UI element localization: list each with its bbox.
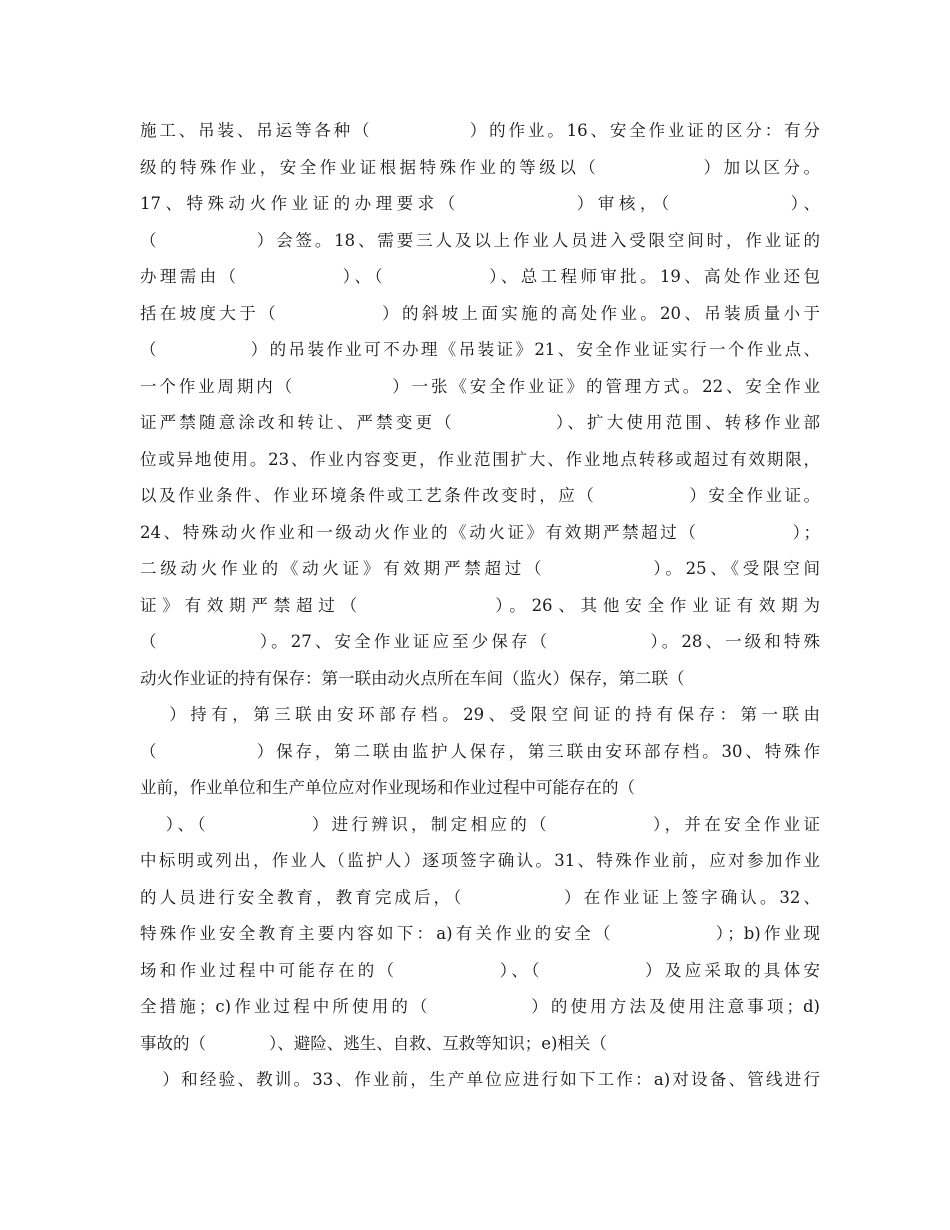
text-line: 级的特殊作业，安全作业证根据特殊作业的等级以（ ）加以区分。 [140, 157, 820, 177]
text-line: 括在坡度大于（ ）的斜坡上面实施的高处作业。20、吊装质量小于 [140, 303, 820, 323]
text-line: 位或异地使用。23、作业内容变更，作业范围扩大、作业地点转移或超过有效期限， [140, 449, 820, 469]
text-line: 的人员进行安全教育，教育完成后，（ ）在作业证上签字确认。32、 [140, 887, 820, 907]
text-line: （ ）保存，第二联由监护人保存，第三联由安环部存档。30、特殊作 [140, 741, 820, 761]
text-line: 24、特殊动火作业和一级动火作业的《动火证》有效期严禁超过（ ）； [140, 522, 820, 542]
text-line: 以及作业条件、作业环境条件或工艺条件改变时，应（ ）安全作业证。 [140, 486, 820, 505]
text-line: ）和经验、教训。33、作业前，生产单位应进行如下工作：a)对设备、管线进行 [140, 1070, 820, 1089]
text-line: （ ）的吊装作业可不办理《吊装证》21、安全作业证实行一个作业点、 [140, 340, 820, 359]
text-line: 证严禁随意涂改和转让、严禁变更（ ）、扩大使用范围、转移作业部 [140, 413, 820, 432]
text-line: 办理需由（ ）、（ ）、总工程师审批。19、高处作业还包 [140, 267, 820, 286]
text-line: （ ）。27、安全作业证应至少保存（ ）。28、一级和特殊 [140, 632, 820, 651]
text-line: 事故的（ ）、避险、逃生、自救、互救等知识；e)相关（ [140, 1033, 607, 1053]
text-line: 17、特殊动火作业证的办理要求（ ）审核，（ ）、 [140, 194, 820, 213]
text-line: 施工、吊装、吊运等各种（ ）的作业。16、安全作业证的区分：有分 [140, 121, 820, 140]
document-body [140, 113, 820, 1099]
text-line: 一个作业周期内（ ）一张《安全作业证》的管理方式。22、安全作业 [140, 376, 820, 396]
text-line: 证》有效期严禁超过（ ）。26、其他安全作业证有效期为 [140, 595, 820, 615]
text-line: 特殊作业安全教育主要内容如下：a)有关作业的安全（ ）；b)作业现 [140, 924, 820, 943]
text-line: 动火作业证的持有保存：第一联由动火点所在车间（监火）保存，第二联（ [140, 668, 685, 688]
text-line: ）、（ ）进行辨识，制定相应的（ ），并在安全作业证 [140, 814, 820, 834]
text-line: 中标明或列出，作业人（监护人）逐项签字确认。31、特殊作业前，应对参加作业 [140, 851, 820, 870]
text-line: 业前，作业单位和生产单位应对作业现场和作业过程中可能存在的（ [140, 778, 635, 797]
text-line: 二级动火作业的《动火证》有效期严禁超过（ ）。25、《受限空间 [140, 559, 820, 578]
text-line: ）持有，第三联由安环部存档。29、受限空间证的持有保存：第一联由 [140, 705, 820, 724]
text-line: 场和作业过程中可能存在的（ ）、（ ）及应采取的具体安 [140, 960, 820, 980]
text-line: （ ）会签。18、需要三人及以上作业人员进入受限空间时，作业证的 [140, 230, 820, 250]
text-line: 全措施；c)作业过程中所使用的（ ）的使用方法及使用注意事项；d) [140, 997, 820, 1016]
